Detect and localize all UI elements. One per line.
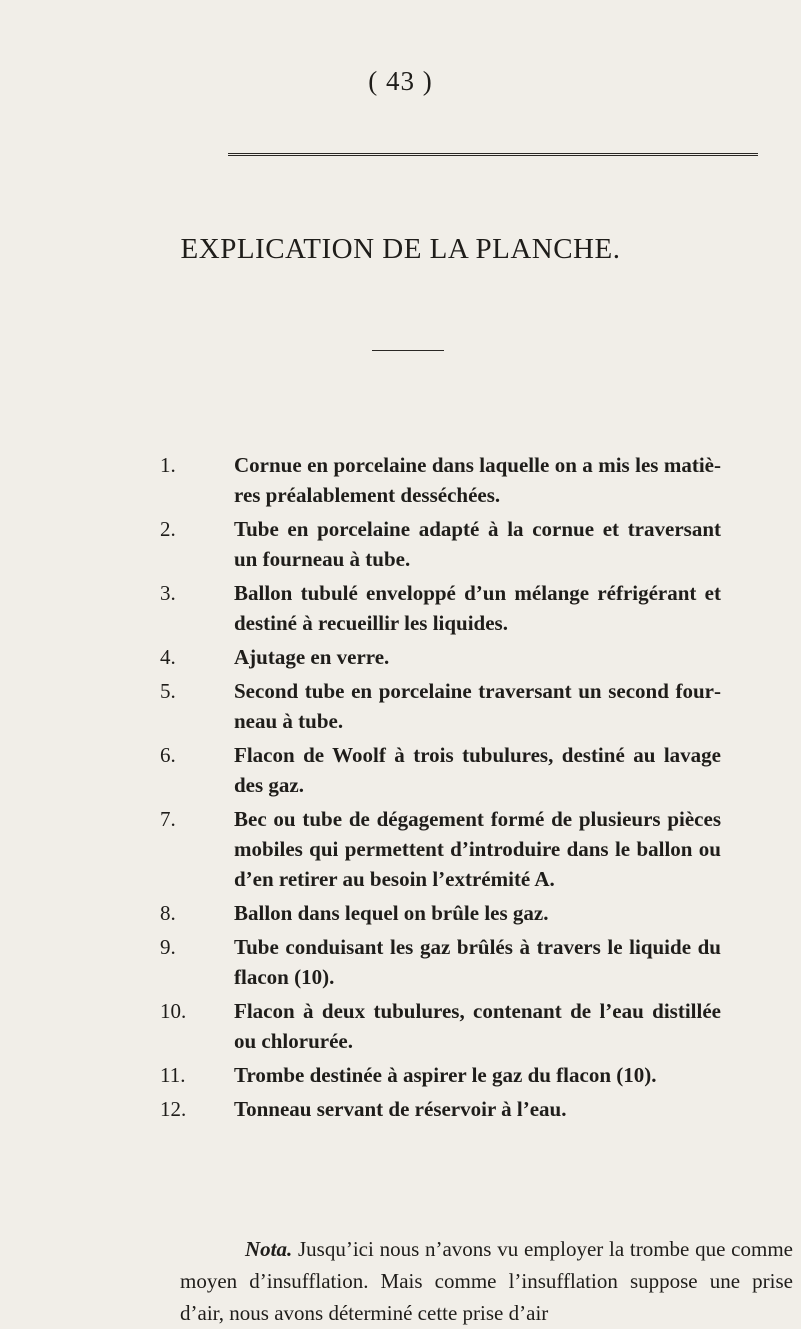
item-text: Ballon tubulé enveloppé d’un mélange réfrigérant et destiné à recueillir les liquides. bbox=[234, 581, 721, 635]
item-text: Bec ou tube de dégagement formé de plusieurs pièces mobiles qui permettent d’introduire dans le ballon ou d’en retirer au besoin l’extrémité A. bbox=[234, 807, 721, 891]
list-item bbox=[0, 676, 801, 736]
nota-paragraph bbox=[180, 1233, 793, 1329]
title-divider bbox=[372, 350, 444, 351]
list-item bbox=[0, 932, 801, 992]
item-text: Tube en porcelaine adapté à la cornue et traversant un fourneau à tube. bbox=[234, 517, 721, 571]
item-text: Trombe destinée à aspirer le gaz du flacon (10). bbox=[234, 1063, 657, 1087]
list-item bbox=[0, 740, 801, 800]
item-number: 5. bbox=[160, 679, 176, 703]
list-item bbox=[0, 1094, 801, 1124]
item-number: 12. bbox=[160, 1097, 187, 1121]
item-number: 6. bbox=[160, 743, 176, 767]
item-number: 1. bbox=[160, 453, 176, 477]
page-number: ( 43 ) bbox=[368, 66, 433, 96]
item-text: Ajutage en verre. bbox=[234, 645, 390, 669]
list-item bbox=[0, 804, 801, 894]
list-item bbox=[0, 996, 801, 1056]
item-number: 4. bbox=[160, 645, 176, 669]
item-text: Flacon de Woolf à trois tubulures, destiné au lavage des gaz. bbox=[234, 743, 721, 797]
nota-label: Nota. bbox=[245, 1237, 293, 1261]
list-item bbox=[0, 514, 801, 574]
item-text: Tube conduisant les gaz brûlés à travers le liquide du flacon (10). bbox=[234, 935, 721, 989]
item-text: Cornue en porcelaine dans laquelle on a mis les matières préalablement desséchées. bbox=[234, 453, 721, 507]
list-item bbox=[0, 642, 801, 672]
item-number: 11. bbox=[160, 1063, 186, 1087]
item-number: 7. bbox=[160, 807, 176, 831]
item-text: Ballon dans lequel on brûle les gaz. bbox=[234, 901, 549, 925]
list-item bbox=[0, 578, 801, 638]
item-text: Second tube en porcelaine traversant un second fourneau à tube. bbox=[234, 679, 721, 733]
list-item bbox=[0, 898, 801, 928]
item-number: 3. bbox=[160, 581, 176, 605]
item-number: 8. bbox=[160, 901, 176, 925]
page-title: EXPLICATION DE LA PLANCHE. bbox=[180, 233, 621, 265]
header-divider bbox=[228, 153, 758, 156]
list-item bbox=[0, 450, 801, 510]
item-text: Tonneau servant de réservoir à l’eau. bbox=[234, 1097, 567, 1121]
item-number: 2. bbox=[160, 517, 176, 541]
nota-text: Jusqu’ici nous n’avons vu employer la trombe que comme moyen d’insufflation. Mais comme l’insufflation suppose une prise d’air, nous avons déterminé cette prise d’air bbox=[180, 1237, 793, 1325]
item-text: Flacon à deux tubulures, contenant de l’eau distillée ou chlorurée. bbox=[234, 999, 721, 1053]
list-item bbox=[0, 1060, 801, 1090]
legend-list bbox=[0, 450, 801, 1128]
item-number: 10. bbox=[160, 999, 187, 1023]
item-number: 9. bbox=[160, 935, 176, 959]
